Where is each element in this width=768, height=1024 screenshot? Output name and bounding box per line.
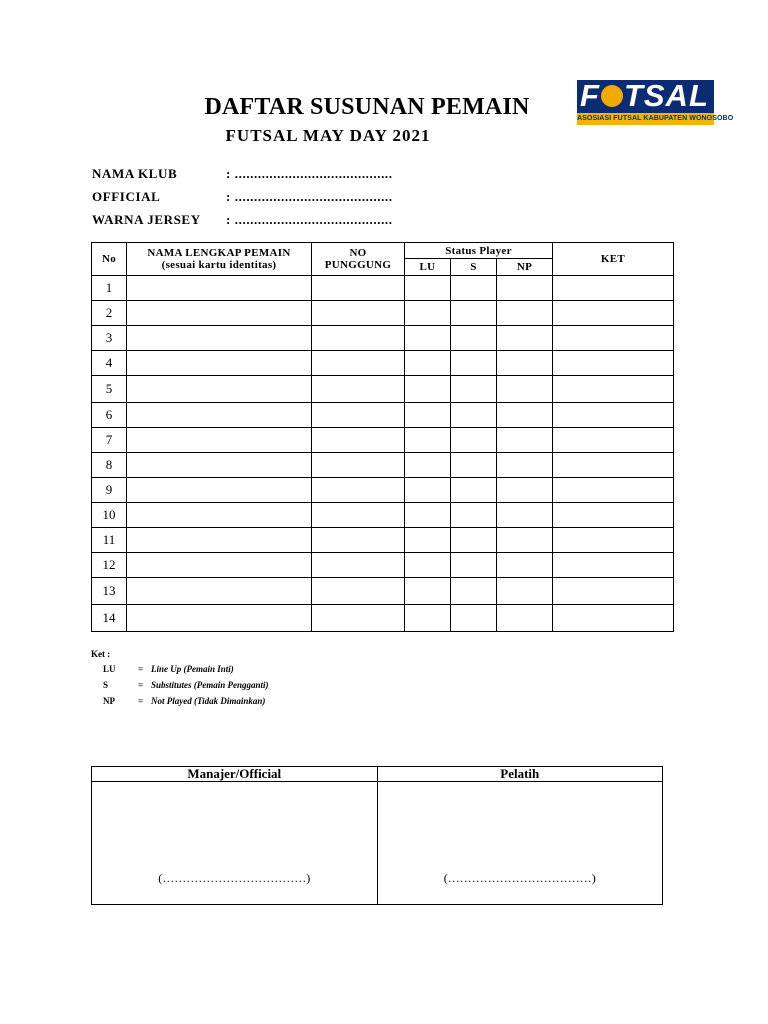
jersey-number-cell[interactable] (312, 553, 405, 578)
s-cell[interactable] (451, 553, 497, 578)
np-cell[interactable] (497, 528, 553, 553)
page-title: DAFTAR SUSUNAN PEMAIN (204, 94, 530, 120)
player-name-cell[interactable] (127, 528, 312, 553)
field-value[interactable]: : ......................................... (226, 212, 393, 227)
np-cell[interactable] (497, 276, 553, 301)
player-name-cell[interactable] (127, 453, 312, 478)
lu-cell[interactable] (405, 478, 451, 503)
ket-cell[interactable] (553, 453, 674, 478)
player-name-cell[interactable] (127, 428, 312, 453)
table-row (92, 528, 674, 553)
legend-item-np (103, 696, 265, 706)
table-row (92, 276, 674, 301)
row-number: 12 (92, 553, 127, 578)
jersey-number-cell[interactable] (312, 478, 405, 503)
table-row (92, 503, 674, 528)
ket-cell[interactable] (553, 351, 674, 376)
np-cell[interactable] (497, 478, 553, 503)
s-cell[interactable] (451, 276, 497, 301)
legend-desc: Not Played (Tidak Dimainkan) (151, 696, 266, 706)
np-cell[interactable] (497, 553, 553, 578)
np-cell[interactable] (497, 503, 553, 528)
jersey-number-cell[interactable] (312, 326, 405, 351)
s-cell[interactable] (451, 326, 497, 351)
s-cell[interactable] (451, 478, 497, 503)
np-cell[interactable] (497, 453, 553, 478)
player-name-cell[interactable] (127, 326, 312, 351)
col-header-number-line1: NO (349, 247, 367, 259)
player-name-cell[interactable] (127, 403, 312, 428)
legend-code: NP (103, 696, 115, 706)
col-header-number-line2: PUNGGUNG (324, 259, 392, 271)
jersey-number-cell[interactable] (312, 428, 405, 453)
row-number: 13 (92, 578, 127, 605)
row-number: 5 (92, 376, 127, 403)
ket-cell[interactable] (553, 276, 674, 301)
s-cell[interactable] (451, 428, 497, 453)
row-number: 11 (92, 528, 127, 553)
lu-cell[interactable] (405, 376, 451, 403)
player-name-cell[interactable] (127, 276, 312, 301)
lu-cell[interactable] (405, 301, 451, 326)
np-cell[interactable] (497, 326, 553, 351)
field-warna-jersey (92, 212, 393, 228)
lu-cell[interactable] (405, 276, 451, 301)
col-header-number (312, 243, 405, 276)
field-value[interactable]: : ......................................... (226, 166, 393, 181)
lu-cell[interactable] (405, 403, 451, 428)
s-cell[interactable] (451, 403, 497, 428)
field-label: NAMA KLUB (92, 166, 178, 181)
lu-cell[interactable] (405, 326, 451, 351)
s-cell[interactable] (451, 376, 497, 403)
jersey-number-cell[interactable] (312, 503, 405, 528)
np-cell[interactable] (497, 605, 553, 632)
ket-cell[interactable] (553, 403, 674, 428)
signature-table (91, 766, 663, 905)
table-row (92, 478, 674, 503)
row-number: 8 (92, 453, 127, 478)
row-number: 2 (92, 301, 127, 326)
legend-code: S (103, 680, 109, 690)
row-number: 10 (92, 503, 127, 528)
ket-cell[interactable] (553, 605, 674, 632)
np-cell[interactable] (497, 578, 553, 605)
row-number: 14 (92, 605, 127, 632)
table-row (92, 453, 674, 478)
manager-signature-box[interactable] (92, 782, 378, 905)
ket-cell[interactable] (553, 478, 674, 503)
lu-cell[interactable] (405, 578, 451, 605)
col-header-ket: KET (553, 243, 674, 276)
lu-cell[interactable] (405, 453, 451, 478)
table-row (92, 605, 674, 632)
table-row (92, 428, 674, 453)
jersey-number-cell[interactable] (312, 301, 405, 326)
ket-cell[interactable] (553, 326, 674, 351)
field-label: WARNA JERSEY (92, 212, 201, 227)
col-header-status: Status Player (405, 243, 553, 259)
s-cell[interactable] (451, 578, 497, 605)
field-nama-klub (92, 166, 393, 182)
s-cell[interactable] (451, 351, 497, 376)
jersey-number-cell[interactable] (312, 276, 405, 301)
jersey-number-cell[interactable] (312, 528, 405, 553)
col-header-np: NP (497, 259, 553, 276)
col-header-no: No (92, 243, 127, 276)
lu-cell[interactable] (405, 553, 451, 578)
col-header-s: S (451, 259, 497, 276)
jersey-number-cell[interactable] (312, 403, 405, 428)
ket-cell[interactable] (553, 553, 674, 578)
manager-header: Manajer/Official (92, 767, 378, 782)
np-cell[interactable] (497, 301, 553, 326)
jersey-number-cell[interactable] (312, 605, 405, 632)
np-cell[interactable] (497, 428, 553, 453)
coach-signature-line: (………………………………) (443, 871, 596, 885)
legend-item-s (103, 680, 269, 690)
s-cell[interactable] (451, 301, 497, 326)
coach-header: Pelatih (377, 767, 663, 782)
table-row (92, 326, 674, 351)
col-header-name-line2: (sesuai kartu identitas) (161, 259, 277, 271)
np-cell[interactable] (497, 351, 553, 376)
jersey-number-cell[interactable] (312, 376, 405, 403)
table-row (92, 376, 674, 403)
jersey-number-cell[interactable] (312, 351, 405, 376)
field-value[interactable]: : ......................................... (226, 189, 393, 204)
row-number: 4 (92, 351, 127, 376)
legend-eq: = (138, 664, 144, 674)
ball-icon (601, 85, 623, 107)
col-header-lu: LU (405, 259, 451, 276)
col-header-name-line1: NAMA LENGKAP PEMAIN (147, 247, 291, 259)
lu-cell[interactable] (405, 428, 451, 453)
manager-signature-line: (………………………………) (158, 871, 311, 885)
event-subtitle: FUTSAL MAY DAY 2021 (225, 126, 431, 145)
ket-cell[interactable] (553, 503, 674, 528)
np-cell[interactable] (497, 403, 553, 428)
row-number: 3 (92, 326, 127, 351)
np-cell[interactable] (497, 376, 553, 403)
ket-cell[interactable] (553, 528, 674, 553)
legend-item-lu (103, 664, 234, 674)
ket-cell[interactable] (553, 428, 674, 453)
s-cell[interactable] (451, 605, 497, 632)
lu-cell[interactable] (405, 351, 451, 376)
lu-cell[interactable] (405, 605, 451, 632)
player-name-cell[interactable] (127, 553, 312, 578)
player-name-cell[interactable] (127, 478, 312, 503)
col-header-name (127, 243, 312, 276)
player-name-cell[interactable] (127, 578, 312, 605)
roster-body (92, 276, 674, 632)
field-official (92, 189, 393, 205)
jersey-number-cell[interactable] (312, 453, 405, 478)
ket-cell[interactable] (553, 376, 674, 403)
player-name-cell[interactable] (127, 503, 312, 528)
legend-code: LU (103, 664, 116, 674)
s-cell[interactable] (451, 528, 497, 553)
legend-eq: = (138, 696, 144, 706)
s-cell[interactable] (451, 453, 497, 478)
legend-title: Ket : (91, 649, 111, 659)
legend-desc: Substitutes (Pemain Pengganti) (151, 680, 269, 690)
coach-signature-box[interactable] (377, 782, 663, 905)
logo-wordmark: F TSAL (580, 78, 709, 113)
legend-desc: Line Up (Pemain Inti) (151, 664, 234, 674)
row-number: 6 (92, 403, 127, 428)
row-number: 1 (92, 276, 127, 301)
table-row (92, 301, 674, 326)
table-row (92, 578, 674, 605)
player-name-cell[interactable] (127, 301, 312, 326)
s-cell[interactable] (451, 503, 497, 528)
table-row (92, 553, 674, 578)
table-row (92, 403, 674, 428)
lu-cell[interactable] (405, 528, 451, 553)
ket-cell[interactable] (553, 301, 674, 326)
row-number: 9 (92, 478, 127, 503)
legend-eq: = (138, 680, 144, 690)
player-name-cell[interactable] (127, 351, 312, 376)
player-name-cell[interactable] (127, 605, 312, 632)
table-row (92, 351, 674, 376)
futsal-logo (577, 78, 734, 125)
logo-strip: ASOSIASI FUTSAL KABUPATEN WONOSOBO (577, 113, 714, 125)
player-roster-table (91, 242, 674, 632)
ket-cell[interactable] (553, 578, 674, 605)
player-name-cell[interactable] (127, 376, 312, 403)
row-number: 7 (92, 428, 127, 453)
lu-cell[interactable] (405, 503, 451, 528)
jersey-number-cell[interactable] (312, 578, 405, 605)
field-label: OFFICIAL (92, 189, 161, 204)
